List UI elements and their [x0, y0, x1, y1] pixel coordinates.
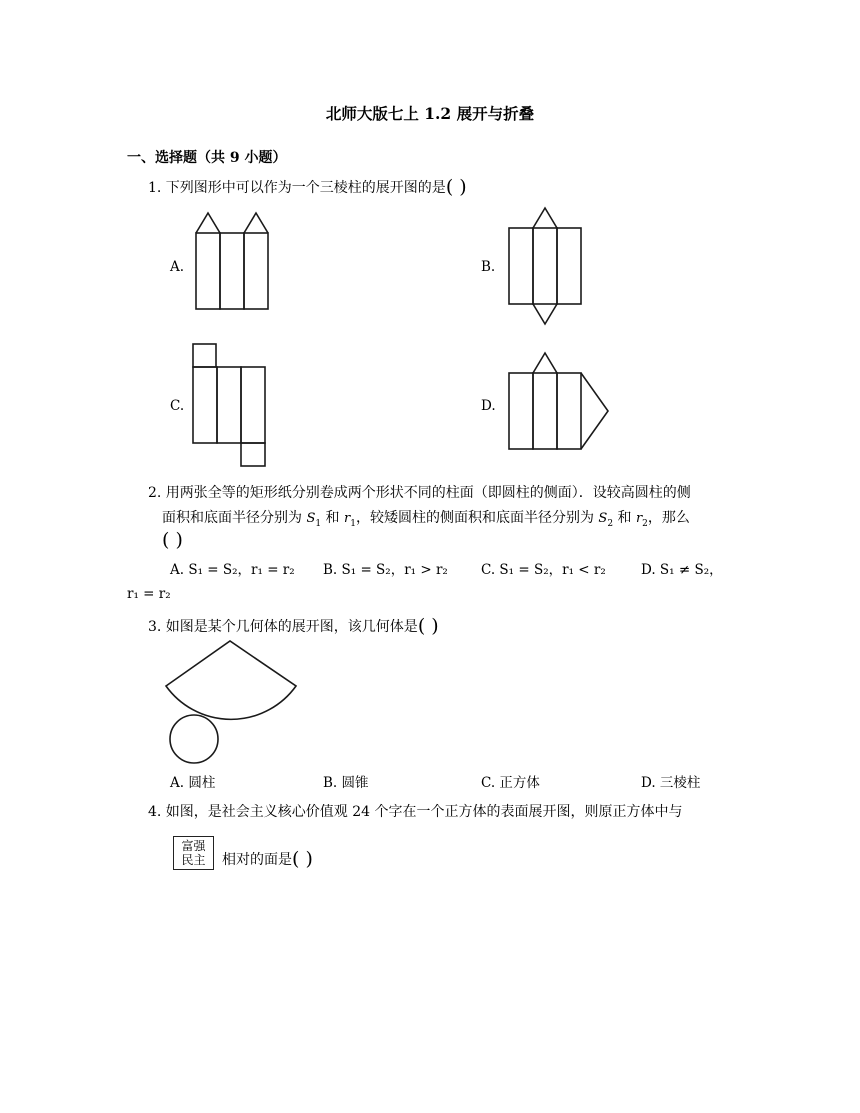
question-1-stem: 1. 下列图形中可以作为一个三棱柱的展开图的是: [148, 180, 446, 196]
question-2-line-1: 2. 用两张全等的矩形纸分别卷成两个形状不同的柱面（即圆柱的侧面）．设较高圆柱的侧: [148, 485, 691, 501]
q2-option-d-continued: r₁ = r₂: [127, 586, 171, 602]
q3-option-d: D. 三棱柱: [641, 775, 701, 791]
q3-option-c: C. 正方体: [481, 775, 540, 791]
q2-option-c: C. S₁ = S₂，r₁ < r₂: [481, 562, 606, 578]
q2-option-d: D. S₁ ≠ S₂，: [641, 562, 723, 578]
q2-option-b: B. S₁ = S₂，r₁ > r₂: [323, 562, 448, 578]
option-b-label: B.: [481, 259, 496, 275]
q3-option-a: A. 圆柱: [170, 775, 216, 791]
document-title: 北师大版七上 1.2 展开与折叠: [325, 104, 535, 123]
cone-net-drawing: [166, 641, 296, 763]
question-2-paren: ( ): [162, 529, 183, 551]
question-4-line-2: 相对的面是( ): [222, 848, 313, 870]
question-4-line-1: 4. 如图，是社会主义核心价值观 24 个字在一个正方体的表面展开图，则原正方体中与: [148, 804, 683, 820]
q2-option-a: A. S₁ = S₂，r₁ = r₂: [170, 562, 295, 578]
face-box: 富强 民主: [173, 836, 214, 870]
option-a-label: A.: [170, 259, 185, 275]
q3-option-b: B. 圆锥: [323, 775, 369, 791]
option-c-label: C.: [170, 398, 185, 414]
question-3: 3. 如图是某个几何体的展开图，该几何体是( ): [148, 615, 439, 637]
answer-paren: ( ): [445, 176, 467, 198]
question-2-line-2: 面积和底面半径分别为 $S_1$ 和 $r_1$，较矮圆柱的侧面积和底面半径分别为 $S_2$ 和 $r_2$，那么: [162, 510, 690, 529]
section-heading: 一、选择题（共 9 小题）: [127, 150, 287, 166]
option-d-label: D.: [481, 398, 496, 414]
